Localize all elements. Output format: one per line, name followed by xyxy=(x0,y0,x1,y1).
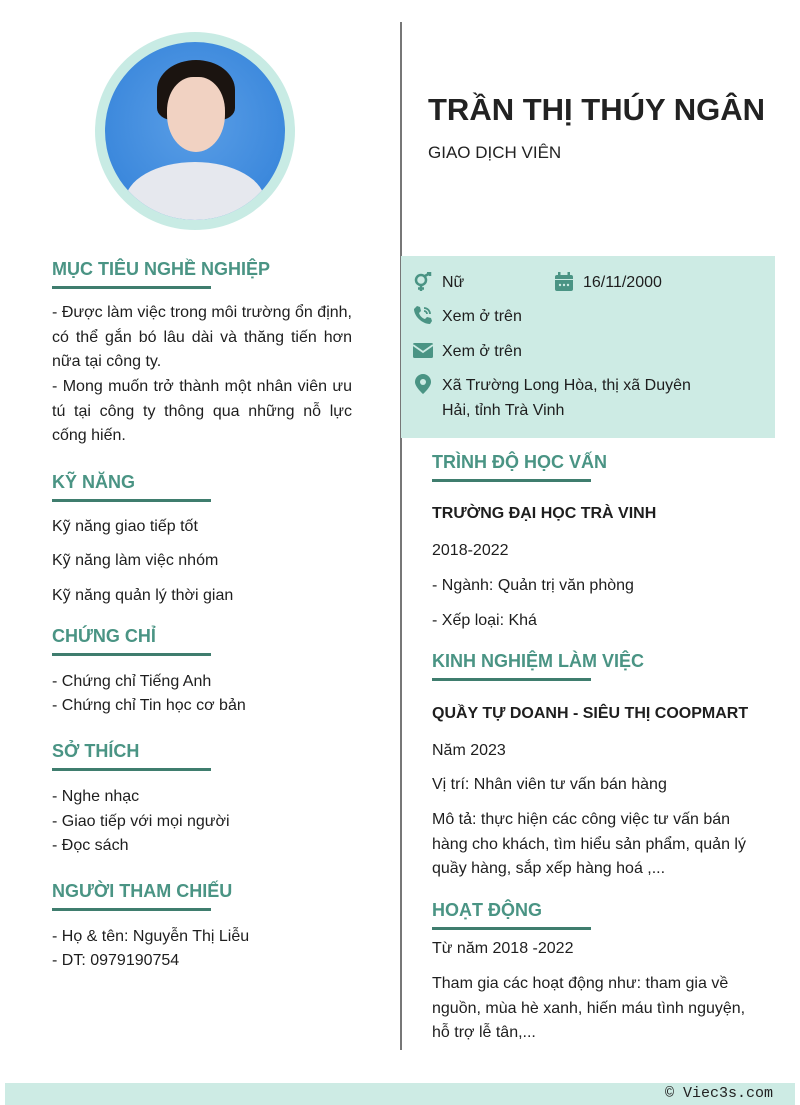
footer xyxy=(5,1083,795,1105)
objective-text-1: - Được làm việc trong môi trường ổn định, có thể gắn bó lâu dài và thăng tiến hơn nữa tại công ty. xyxy=(52,304,352,370)
gender-value: Nữ xyxy=(442,274,465,291)
phone-value: Xem ở trên xyxy=(442,308,522,325)
hobby-item: - Nghe nhạc xyxy=(52,788,140,805)
references-heading: NGƯỜI THAM CHIẾU xyxy=(52,881,211,911)
hobby-item: - Đọc sách xyxy=(52,837,129,854)
certificate-item: - Chứng chỉ Tin học cơ bản xyxy=(52,697,246,714)
experience-heading: KINH NGHIỆM LÀM VIỆC xyxy=(432,651,591,681)
certificate-item: - Chứng chỉ Tiếng Anh xyxy=(52,673,212,690)
reference-item: - DT: 0979190754 xyxy=(52,952,180,969)
education-grade: - Xếp loại: Khá xyxy=(432,612,537,629)
education-heading: TRÌNH ĐỘ HỌC VẤN xyxy=(432,452,591,482)
company-name: QUẦY TỰ DOANH - SIÊU THỊ COOPMART xyxy=(432,705,749,722)
certificates-heading: CHỨNG CHỈ xyxy=(52,626,211,656)
education-major: - Ngành: Quản trị văn phòng xyxy=(432,577,634,594)
skill-item: Kỹ năng giao tiếp tốt xyxy=(52,518,198,535)
candidate-name: TRẦN THỊ THÚY NGÂN xyxy=(428,92,765,127)
reference-item: - Họ & tên: Nguyễn Thị Liễu xyxy=(52,928,250,945)
email-value: Xem ở trên xyxy=(442,343,522,360)
school-name: TRƯỜNG ĐẠI HỌC TRÀ VINH xyxy=(432,505,657,522)
skills-heading: KỸ NĂNG xyxy=(52,472,211,502)
skill-item: Kỹ năng quản lý thời gian xyxy=(52,587,234,604)
activities-description: Tham gia các hoạt động như: tham gia về nguồn, mùa hè xanh, hiến máu tình nguyện, hỗ trợ lễ tân,... xyxy=(432,975,746,1041)
objective-heading: MỤC TIÊU NGHỀ NGHIỆP xyxy=(52,259,211,289)
activities-period: Từ năm 2018 -2022 xyxy=(432,940,574,957)
hobbies-heading: SỞ THÍCH xyxy=(52,741,211,771)
experience-role: Vị trí: Nhân viên tư vấn bán hàng xyxy=(432,776,667,793)
copyright-text: © Viec3s.com xyxy=(664,1085,773,1102)
education-period: 2018-2022 xyxy=(432,542,509,559)
experience-period: Năm 2023 xyxy=(432,742,506,759)
avatar xyxy=(105,42,285,220)
address-line-2: Hải, tỉnh Trà Vinh xyxy=(442,402,565,419)
skill-item: Kỹ năng làm việc nhóm xyxy=(52,552,219,569)
experience-description: Mô tả: thực hiện các công việc tư vấn bán hàng cho khách, tìm hiểu sản phẩm, quản lý quầy hàng, sắp xếp hàng hoá ,... xyxy=(432,811,746,877)
job-position: GIAO DỊCH VIÊN xyxy=(428,143,562,162)
address-line-1: Xã Trường Long Hòa, thị xã Duyên xyxy=(442,377,691,394)
hobby-item: - Giao tiếp với mọi người xyxy=(52,813,230,830)
activities-heading: HOẠT ĐỘNG xyxy=(432,900,591,930)
birthday-value: 16/11/2000 xyxy=(583,274,662,291)
objective-text-2: - Mong muốn trở thành một nhân viên ưu tú tại công ty thông qua những nỗ lực cống hiến. xyxy=(52,378,352,444)
column-divider xyxy=(400,22,402,1050)
